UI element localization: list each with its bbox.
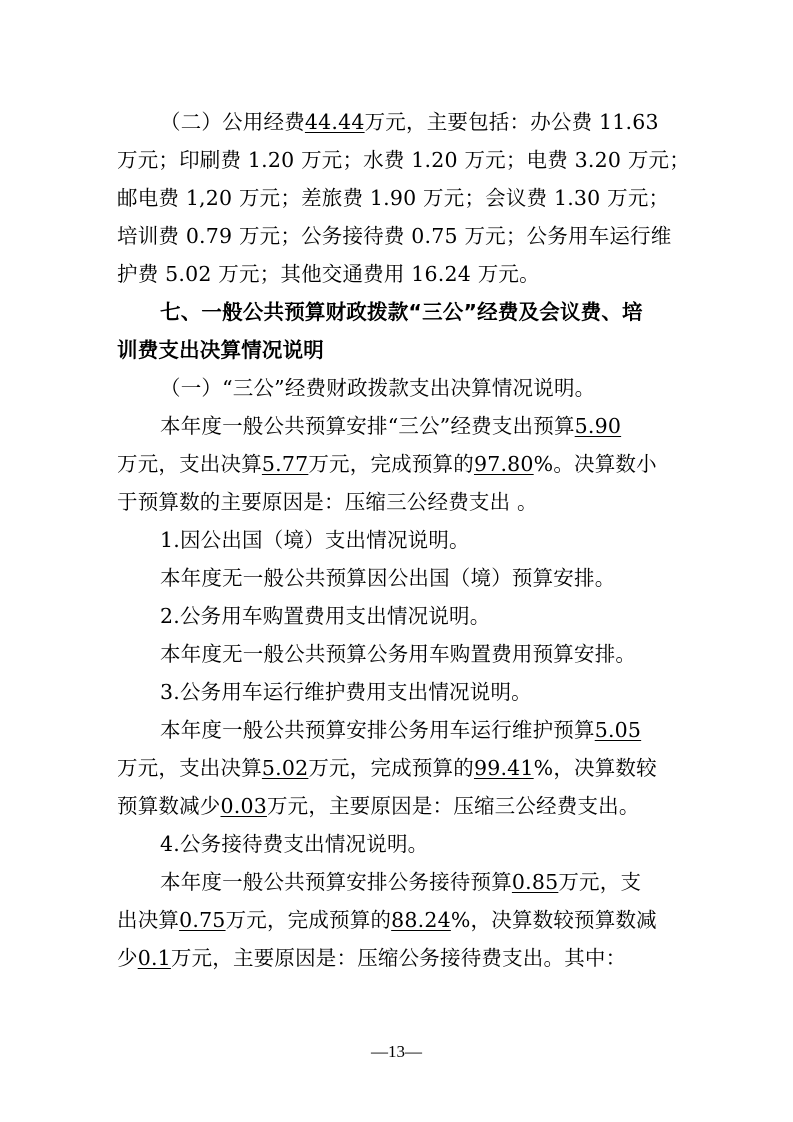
three-public-actual-amount: 5.77 — [261, 452, 309, 476]
item-4-para-line-2: 出决算0.75万元，完成预算的88.24%，决算数较预算数减 — [117, 908, 657, 932]
item-2-title: 2.公务用车购置费用支出情况说明。 — [160, 604, 491, 628]
para-public-expense-line-2: 万元；印刷费 1.20 万元；水费 1.20 万元；电费 3.20 万元； — [117, 148, 690, 172]
three-public-budget-amount: 5.90 — [574, 414, 622, 438]
reception-decrease: 0.1 — [137, 946, 171, 970]
item-2-body: 本年度无一般公共预算公务用车购置费用预算安排。 — [160, 642, 637, 666]
reception-budget: 0.85 — [511, 870, 559, 894]
vehicle-maintenance-rate: 99.41 — [473, 756, 534, 780]
item-1-body: 本年度无一般公共预算因公出国（境）预算安排。 — [160, 566, 616, 590]
section-7-heading-line-2: 训费支出决算情况说明 — [117, 338, 324, 362]
item-3-para-line-1: 本年度一般公共预算安排公务用车运行维护预算5.05 — [160, 718, 642, 742]
vehicle-maintenance-decrease: 0.03 — [220, 794, 267, 818]
item-4-title: 4.公务接待费支出情况说明。 — [160, 832, 429, 856]
subsection-1-title: （一）“三公”经费财政拨款支出决算情况说明。 — [160, 376, 596, 400]
para-public-expense-line-1: （二）公用经费44.44万元，主要包括：办公费 11.63 — [160, 110, 659, 134]
item-3-para-line-2: 万元，支出决算5.02万元，完成预算的99.41%，决算数较 — [117, 756, 657, 780]
vehicle-maintenance-actual: 5.02 — [261, 756, 309, 780]
vehicle-maintenance-budget: 5.05 — [594, 718, 642, 742]
para-public-expense-line-3: 邮电费 1,20 万元；差旅费 1.90 万元；会议费 1.30 万元； — [117, 186, 670, 210]
item-1-title: 1.因公出国（境）支出情况说明。 — [160, 528, 470, 552]
page-number: —13— — [371, 1042, 422, 1061]
item-4-para-line-1: 本年度一般公共预算安排公务接待预算0.85万元，支 — [160, 870, 642, 894]
sub1-para-line-1: 本年度一般公共预算安排“三公”经费支出预算5.90 — [160, 414, 622, 438]
sub1-para-line-2: 万元，支出决算5.77万元，完成预算的97.80%。决算数小 — [117, 452, 657, 476]
section-7-heading-line-1: 七、一般公共预算财政拨款“三公”经费及会议费、培 — [160, 300, 643, 324]
reception-actual: 0.75 — [179, 908, 226, 932]
para-public-expense-line-5: 护费 5.02 万元；其他交通费用 16.24 万元。 — [117, 262, 540, 286]
item-3-para-line-3: 预算数减少0.03万元，主要原因是：压缩三公经费支出。 — [117, 794, 640, 818]
item-4-para-line-3: 少0.1万元，主要原因是：压缩公务接待费支出。其中： — [117, 946, 627, 970]
three-public-completion-rate: 97.80 — [473, 452, 534, 476]
sub1-para-line-3: 于预算数的主要原因是：压缩三公经费支出 。 — [117, 490, 538, 514]
public-expense-amount: 44.44 — [304, 110, 365, 134]
item-3-title: 3.公务用车运行维护费用支出情况说明。 — [160, 680, 532, 704]
para-public-expense-line-4: 培训费 0.79 万元；公务接待费 0.75 万元；公务用车运行维 — [117, 224, 672, 248]
reception-rate: 88.24 — [391, 908, 451, 932]
